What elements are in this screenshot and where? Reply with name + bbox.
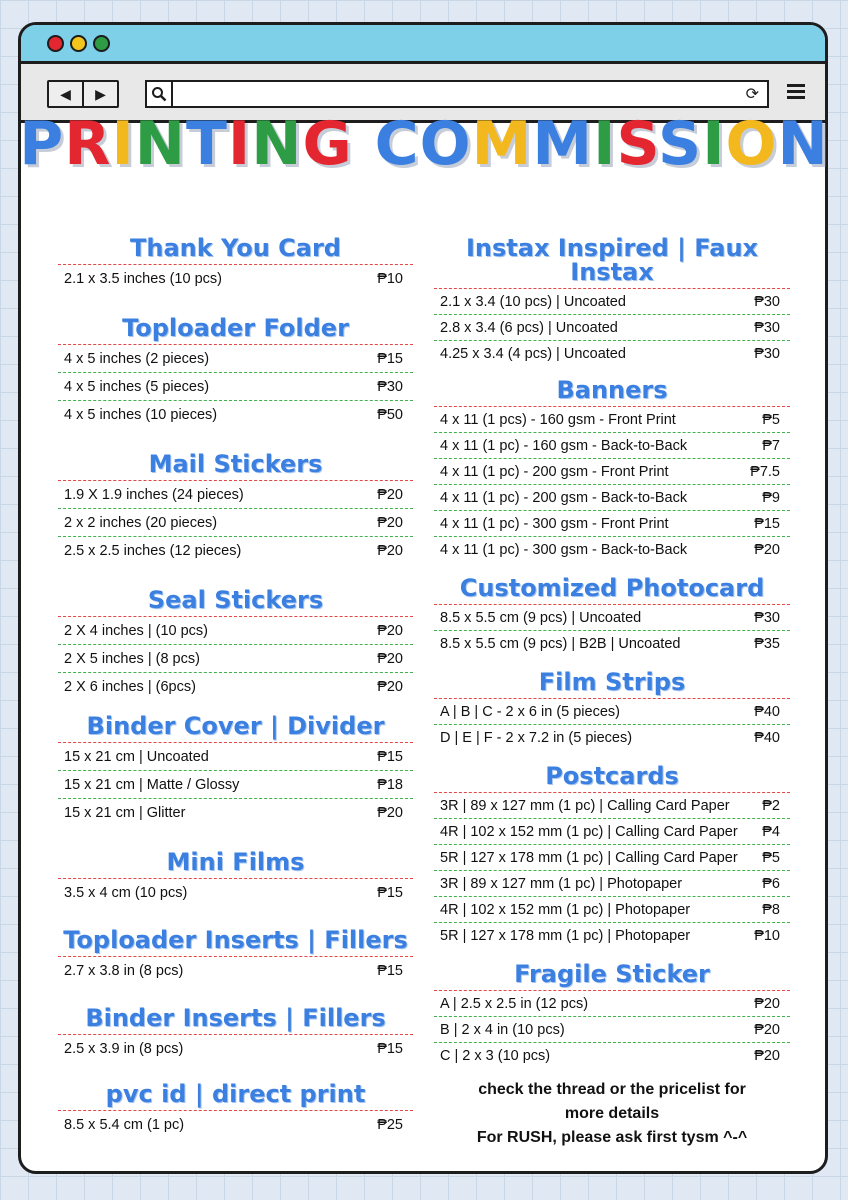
- price-row: [58, 265, 413, 292]
- item-price: ₱35: [754, 635, 780, 652]
- price-row: [58, 799, 413, 826]
- item-price: ₱7: [762, 437, 780, 454]
- close-dot-icon[interactable]: [47, 35, 64, 52]
- item-label: 15 x 21 cm | Matte / Glossy: [64, 776, 240, 793]
- title-letter: I: [227, 109, 252, 179]
- section-title: Film Strips: [434, 670, 790, 699]
- item-price: ₱15: [377, 962, 403, 979]
- section-title: Mail Stickers: [58, 452, 413, 481]
- item-price: ₱10: [377, 270, 403, 287]
- back-arrow-icon[interactable]: ◀: [49, 82, 84, 106]
- item-label: 15 x 21 cm | Uncoated: [64, 748, 209, 765]
- item-price: ₱8: [762, 901, 780, 918]
- item-price: ₱40: [754, 729, 780, 746]
- price-row: [434, 511, 790, 537]
- item-price: ₱15: [754, 515, 780, 532]
- item-label: 8.5 x 5.5 cm (9 pcs) | Uncoated: [440, 609, 642, 626]
- item-price: ₱20: [377, 804, 403, 821]
- item-label: 5R | 127 x 178 mm (1 pc) | Calling Card Paper: [440, 849, 738, 866]
- price-section: [434, 576, 790, 656]
- item-price: ₱15: [377, 350, 403, 367]
- item-label: 2.1 x 3.5 inches (10 pcs): [64, 270, 222, 287]
- price-section: [58, 850, 413, 906]
- price-section: [58, 928, 413, 984]
- title-letter: I: [593, 109, 617, 179]
- price-row: [434, 1043, 790, 1068]
- title-letter: I: [111, 109, 135, 179]
- section-title: Customized Photocard: [434, 576, 790, 605]
- maximize-dot-icon[interactable]: [93, 35, 110, 52]
- item-price: ₱7.5: [750, 463, 780, 480]
- price-row: [58, 617, 413, 645]
- item-price: ₱15: [377, 748, 403, 765]
- footer-notes: [434, 1078, 790, 1150]
- price-row: [434, 871, 790, 897]
- page-title: [0, 109, 848, 179]
- price-row: [434, 793, 790, 819]
- price-row: [58, 373, 413, 401]
- nav-buttons: [47, 80, 119, 108]
- item-price: ₱20: [377, 514, 403, 531]
- section-title: Mini Films: [58, 850, 413, 879]
- title-letter: O: [725, 109, 778, 179]
- left-column: [58, 236, 413, 1138]
- item-price: ₱30: [377, 378, 403, 395]
- note-line: more details: [564, 1105, 660, 1122]
- price-row: [434, 897, 790, 923]
- price-section: [434, 962, 790, 1068]
- minimize-dot-icon[interactable]: [70, 35, 87, 52]
- title-letter: S: [616, 109, 658, 179]
- section-title: pvc id | direct print: [58, 1082, 413, 1111]
- title-letter: M: [532, 109, 594, 179]
- item-price: ₱6: [762, 875, 780, 892]
- price-section: [58, 1006, 413, 1062]
- address-bar[interactable]: [145, 80, 769, 108]
- item-label: 4 x 11 (1 pc) - 200 gsm - Back-to-Back: [440, 489, 688, 506]
- item-price: ₱20: [754, 1047, 780, 1064]
- item-label: C | 2 x 3 (10 pcs): [440, 1047, 551, 1064]
- price-section: [434, 236, 790, 366]
- price-row: [58, 401, 413, 428]
- title-letter: M: [471, 109, 533, 179]
- title-letter: C: [374, 109, 420, 179]
- item-label: 2.5 x 2.5 inches (12 pieces): [64, 542, 242, 559]
- price-row: [434, 537, 790, 562]
- price-row: [58, 537, 413, 564]
- title-letter: N: [134, 109, 186, 179]
- section-title: Toploader Folder: [58, 316, 413, 345]
- item-label: 3R | 89 x 127 mm (1 pc) | Photopaper: [440, 875, 683, 892]
- price-section: [434, 764, 790, 948]
- item-price: ₱20: [754, 995, 780, 1012]
- price-section: [58, 1082, 413, 1138]
- price-section: [58, 236, 413, 292]
- title-letter: N: [777, 109, 829, 179]
- title-letter: R: [64, 109, 112, 179]
- search-icon: [147, 82, 173, 106]
- price-row: [434, 485, 790, 511]
- item-price: ₱30: [754, 609, 780, 626]
- price-row: [434, 923, 790, 948]
- item-label: 4 x 11 (1 pc) - 160 gsm - Back-to-Back: [440, 437, 688, 454]
- menu-icon[interactable]: [787, 84, 805, 102]
- price-row: [58, 1035, 413, 1062]
- title-letter: T: [185, 109, 228, 179]
- price-row: [434, 605, 790, 631]
- item-price: ₱15: [377, 884, 403, 901]
- price-row: [58, 879, 413, 906]
- item-price: ₱30: [754, 319, 780, 336]
- item-label: 4 x 11 (1 pc) - 200 gsm - Front Print: [440, 463, 669, 480]
- item-label: A | 2.5 x 2.5 in (12 pcs): [440, 995, 589, 1012]
- item-label: 2.7 x 3.8 in (8 pcs): [64, 962, 184, 979]
- item-price: ₱20: [754, 1021, 780, 1038]
- price-section: [58, 588, 413, 700]
- price-row: [434, 433, 790, 459]
- item-label: 3.5 x 4 cm (10 pcs): [64, 884, 188, 901]
- section-title: Binder Inserts | Fillers: [58, 1006, 413, 1035]
- title-letter: [353, 109, 375, 179]
- note-line: For RUSH, please ask first tysm ^-^: [476, 1129, 748, 1146]
- price-row: [434, 1017, 790, 1043]
- item-label: 4R | 102 x 152 mm (1 pc) | Photopaper: [440, 901, 691, 918]
- price-row: [434, 341, 790, 366]
- item-label: 1.9 X 1.9 inches (24 pieces): [64, 486, 244, 503]
- item-price: ₱5: [762, 849, 780, 866]
- item-price: ₱15: [377, 1040, 403, 1057]
- item-price: ₱20: [377, 650, 403, 667]
- item-label: 4R | 102 x 152 mm (1 pc) | Calling Card Paper: [440, 823, 738, 840]
- price-row: [434, 631, 790, 656]
- section-title: Banners: [434, 378, 790, 407]
- item-label: 4 x 11 (1 pc) - 300 gsm - Front Print: [440, 515, 669, 532]
- section-title: Seal Stickers: [58, 588, 413, 617]
- price-row: [58, 1111, 413, 1138]
- price-section: [434, 378, 790, 562]
- item-price: ₱20: [754, 541, 780, 558]
- price-row: [434, 845, 790, 871]
- price-row: [434, 699, 790, 725]
- item-price: ₱50: [377, 406, 403, 423]
- item-label: 2 x 2 inches (20 pieces): [64, 514, 218, 531]
- section-title: Thank You Card: [58, 236, 413, 265]
- item-price: ₱40: [754, 703, 780, 720]
- section-title: Postcards: [434, 764, 790, 793]
- price-row: [434, 819, 790, 845]
- section-title: Instax Inspired | Faux Instax: [434, 236, 790, 289]
- price-section: [58, 452, 413, 564]
- title-bar: [21, 25, 825, 64]
- section-title: Fragile Sticker: [434, 962, 790, 991]
- item-label: 2.5 x 3.9 in (8 pcs): [64, 1040, 184, 1057]
- price-row: [58, 743, 413, 771]
- title-letter: I: [702, 109, 726, 179]
- right-column: [434, 236, 790, 1150]
- item-label: 4 x 5 inches (2 pieces): [64, 350, 210, 367]
- item-price: ₱5: [762, 411, 780, 428]
- item-price: ₱10: [754, 927, 780, 944]
- item-label: 15 x 21 cm | Glitter: [64, 804, 186, 821]
- title-letter: O: [419, 109, 472, 179]
- title-letter: N: [251, 109, 303, 179]
- price-row: [434, 315, 790, 341]
- price-row: [58, 645, 413, 673]
- note-line: check the thread or the pricelist for: [478, 1081, 746, 1098]
- item-price: ₱20: [377, 678, 403, 695]
- item-label: A | B | C - 2 x 6 in (5 pieces): [440, 703, 620, 720]
- price-section: [58, 316, 413, 428]
- item-label: 2 X 6 inches | (6pcs): [64, 678, 196, 695]
- item-label: 8.5 x 5.4 cm (1 pc): [64, 1116, 185, 1133]
- reload-icon[interactable]: ⟳: [745, 86, 759, 103]
- item-price: ₱30: [754, 345, 780, 362]
- item-price: ₱4: [762, 823, 780, 840]
- price-row: [434, 459, 790, 485]
- forward-arrow-icon[interactable]: ▶: [95, 85, 106, 102]
- section-title: Binder Cover | Divider: [58, 714, 413, 743]
- item-label: 4 x 5 inches (10 pieces): [64, 406, 218, 423]
- item-label: 4 x 11 (1 pcs) - 160 gsm - Front Print: [440, 411, 676, 428]
- price-row: [58, 673, 413, 700]
- price-row: [58, 509, 413, 537]
- item-price: ₱30: [754, 293, 780, 310]
- item-label: 4.25 x 3.4 (4 pcs) | Uncoated: [440, 345, 626, 362]
- price-row: [58, 771, 413, 799]
- item-label: 5R | 127 x 178 mm (1 pc) | Photopaper: [440, 927, 691, 944]
- item-label: 4 x 11 (1 pc) - 300 gsm - Back-to-Back: [440, 541, 688, 558]
- item-label: 3R | 89 x 127 mm (1 pc) | Calling Card Paper: [440, 797, 730, 814]
- title-letter: G: [302, 109, 353, 179]
- title-letter: P: [19, 109, 65, 179]
- price-row: [58, 957, 413, 984]
- price-row: [58, 345, 413, 373]
- item-label: B | 2 x 4 in (10 pcs): [440, 1021, 565, 1038]
- item-label: D | E | F - 2 x 7.2 in (5 pieces): [440, 729, 633, 746]
- title-letter: S: [657, 109, 703, 179]
- item-price: ₱25: [377, 1116, 403, 1133]
- price-row: [434, 407, 790, 433]
- price-row: [434, 725, 790, 750]
- price-row: [434, 991, 790, 1017]
- item-label: 2.1 x 3.4 (10 pcs) | Uncoated: [440, 293, 626, 310]
- item-price: ₱20: [377, 622, 403, 639]
- item-label: 2 X 5 inches | (8 pcs): [64, 650, 200, 667]
- price-section: [434, 670, 790, 750]
- section-title: Toploader Inserts | Fillers: [58, 928, 413, 957]
- item-price: ₱2: [762, 797, 780, 814]
- price-row: [58, 481, 413, 509]
- item-label: 2.8 x 3.4 (6 pcs) | Uncoated: [440, 319, 618, 336]
- item-price: ₱9: [762, 489, 780, 506]
- item-label: 8.5 x 5.5 cm (9 pcs) | B2B | Uncoated: [440, 635, 681, 652]
- item-price: ₱20: [377, 486, 403, 503]
- item-label: 2 X 4 inches | (10 pcs): [64, 622, 209, 639]
- price-row: [434, 289, 790, 315]
- item-price: ₱20: [377, 542, 403, 559]
- price-section: [58, 714, 413, 826]
- item-price: ₱18: [377, 776, 403, 793]
- item-label: 4 x 5 inches (5 pieces): [64, 378, 210, 395]
